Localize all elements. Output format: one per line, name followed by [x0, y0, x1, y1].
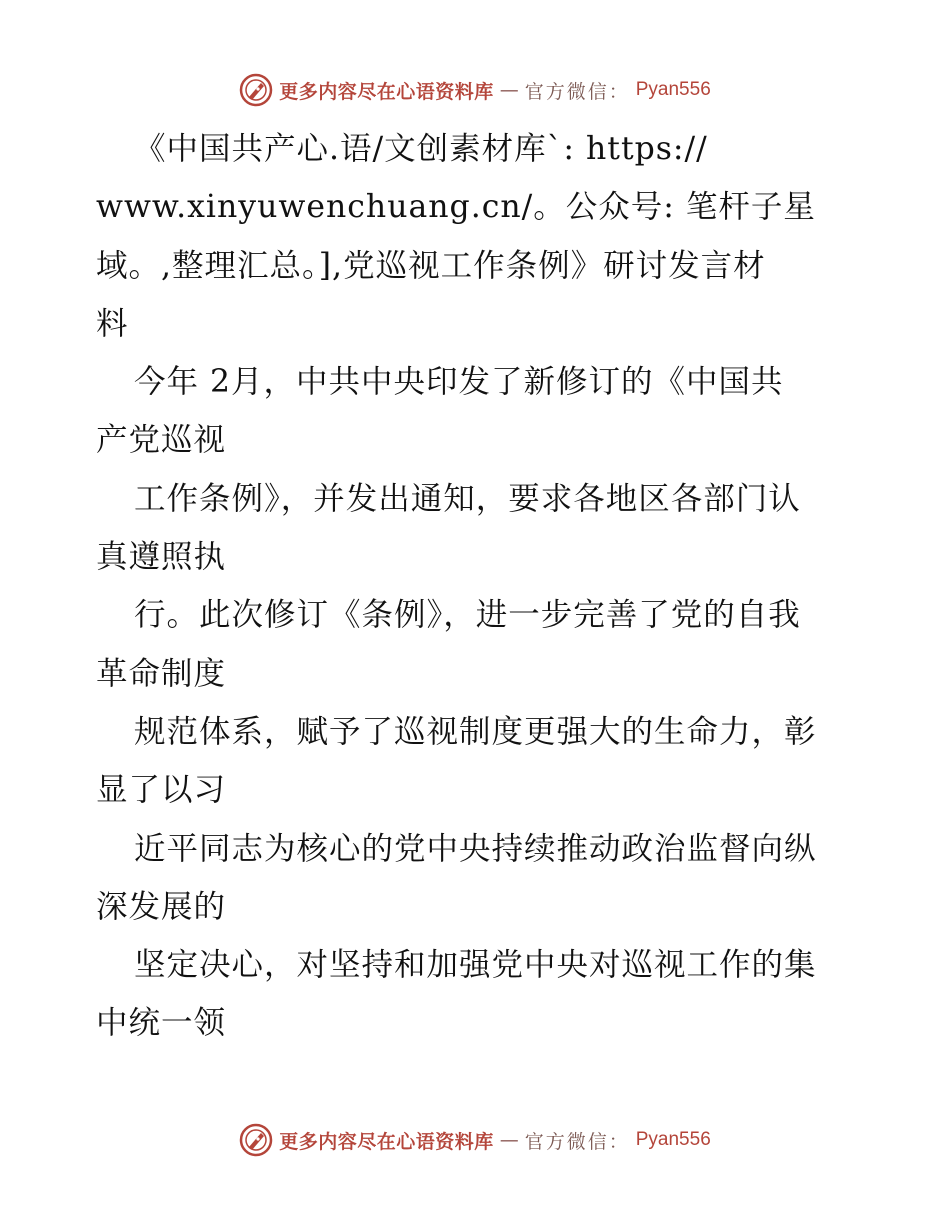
body-line: 工作条例》，并发出通知，要求各地区各部门认 [134, 480, 801, 517]
pen-nib-logo-icon [239, 1123, 273, 1157]
header-banner [0, 70, 950, 110]
body-line: 料 [96, 305, 129, 342]
body-line: 中统一领 [96, 1005, 227, 1042]
body-line: 《中国共产心.语/文创素材库`: https:// [134, 131, 708, 167]
body-line: 域。,整理汇总。],党巡视工作条例》研讨发言材 [96, 247, 766, 284]
pen-nib-logo-icon [239, 73, 273, 107]
body-line: 显了以习 [96, 772, 227, 809]
document-body [96, 120, 876, 1053]
body-line: 产党巡视 [96, 422, 227, 459]
banner-wechat-label: 官方微信： [524, 1130, 630, 1153]
body-line: 革命制度 [96, 655, 227, 692]
body-line: 规范体系，赋予了巡视制度更强大的生命力，彰 [134, 713, 817, 750]
banner-wechat-id: Pyan556 [635, 79, 711, 100]
banner-separator: — [499, 1129, 519, 1151]
body-line: 坚定决心，对坚持和加强党中央对巡视工作的集 [134, 947, 817, 984]
banner-wechat-id: Pyan556 [635, 1129, 711, 1150]
banner-brand-text: 更多内容尽在心语资料库 [279, 80, 494, 103]
banner-wechat-label: 官方微信： [524, 80, 630, 103]
footer-banner [0, 1120, 950, 1160]
body-line: 真遵照执 [96, 539, 227, 576]
body-line: 行。此次修订《条例》，进一步完善了党的自我 [134, 597, 801, 634]
body-line: 深发展的 [96, 888, 227, 925]
banner-separator: — [499, 79, 519, 101]
banner-brand-text: 更多内容尽在心语资料库 [279, 1130, 494, 1153]
body-line: 近平同志为核心的党中央持续推动政治监督向纵 [134, 830, 817, 867]
body-line: www.xinyuwenchuang.cn/。公众号: 笔杆子星 [96, 189, 816, 226]
body-line: 今年 2月，中共中央印发了新修订的《中国共 [134, 364, 784, 401]
